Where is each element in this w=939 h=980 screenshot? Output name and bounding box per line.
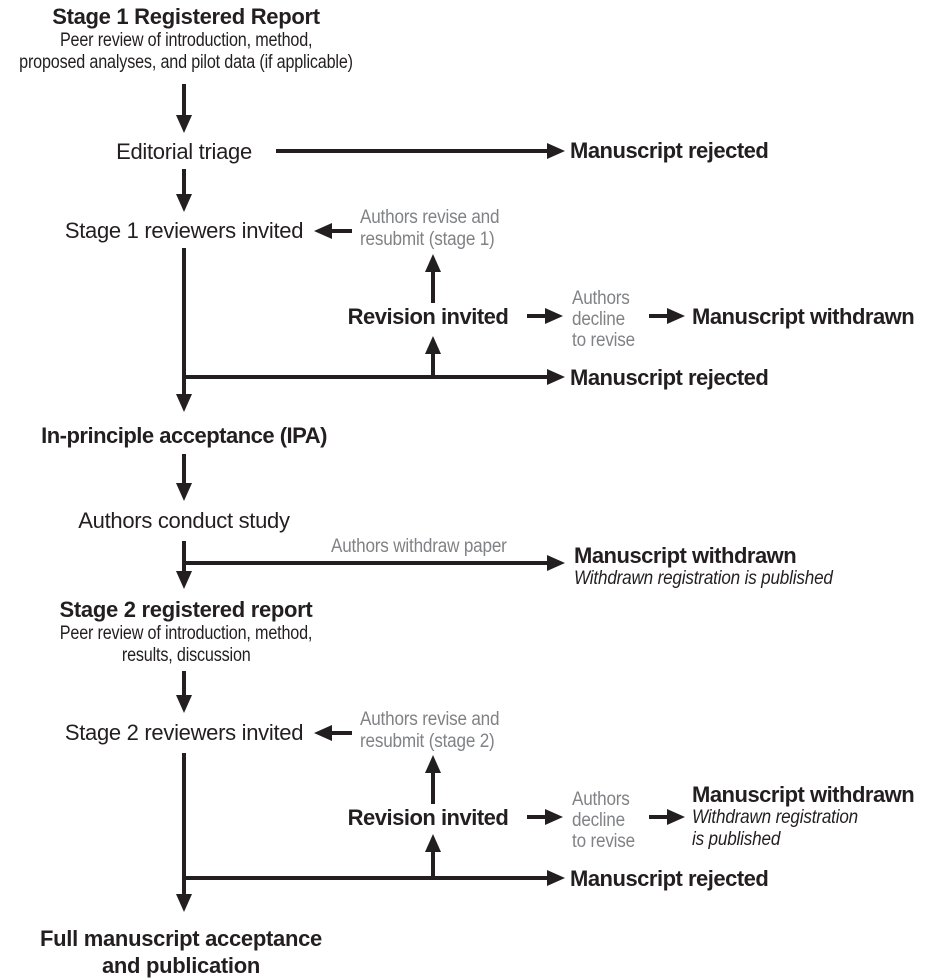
manuscript-rejected-top-node: Manuscript rejected [570, 138, 769, 163]
stage1-report-title: Stage 1 Registered Report [52, 4, 320, 29]
manuscript-withdrawn-stage2-node: Manuscript withdrawn Withdrawn registration is published [692, 782, 915, 850]
stage2-report-subtitle-line1: Peer review of introduction, method, [59, 623, 313, 644]
manuscript-rejected-stage2-node: Manuscript rejected [570, 866, 769, 891]
ipa-node: In-principle acceptance (IPA) [41, 423, 327, 448]
manuscript-rejected-stage1-node: Manuscript rejected [570, 365, 769, 390]
stage2-reviewers-node: Stage 2 reviewers invited [64, 720, 304, 745]
authors-conduct-study-node: Authors conduct study [78, 508, 290, 533]
full-acceptance-node: Full manuscript acceptance and publication [40, 926, 322, 978]
stage1-report-subtitle-line2: proposed analyses, and pilot data (if applicable) [19, 52, 353, 73]
stage1-report-node [0, 3, 382, 74]
authors-decline-stage2-label: Authors decline to revise [572, 789, 636, 852]
editorial-triage-node: Editorial triage [116, 139, 252, 164]
authors-revise-stage1-label: Authors revise and resubmit (stage 1) [360, 207, 500, 250]
authors-revise-stage2-label: Authors revise and resubmit (stage 2) [360, 709, 500, 752]
stage2-report-subtitle-line2: results, discussion [121, 645, 251, 666]
stage1-report-subtitle-line1: Peer review of introduction, method, [59, 30, 313, 51]
manuscript-withdrawn-stage1-node: Manuscript withdrawn [692, 304, 915, 329]
authors-withdraw-paper-label: Authors withdraw paper [331, 536, 507, 557]
revision-invited-stage1-node: Revision invited [347, 304, 509, 329]
revision-invited-stage2-node: Revision invited [347, 805, 509, 830]
manuscript-withdrawn-mid-node: Manuscript withdrawn Withdrawn registration is published [574, 543, 833, 589]
stage2-report-node [38, 596, 335, 667]
stage1-reviewers-node: Stage 1 reviewers invited [64, 218, 304, 243]
stage2-report-title: Stage 2 registered report [59, 597, 313, 622]
authors-decline-stage1-label: Authors decline to revise [572, 288, 636, 351]
